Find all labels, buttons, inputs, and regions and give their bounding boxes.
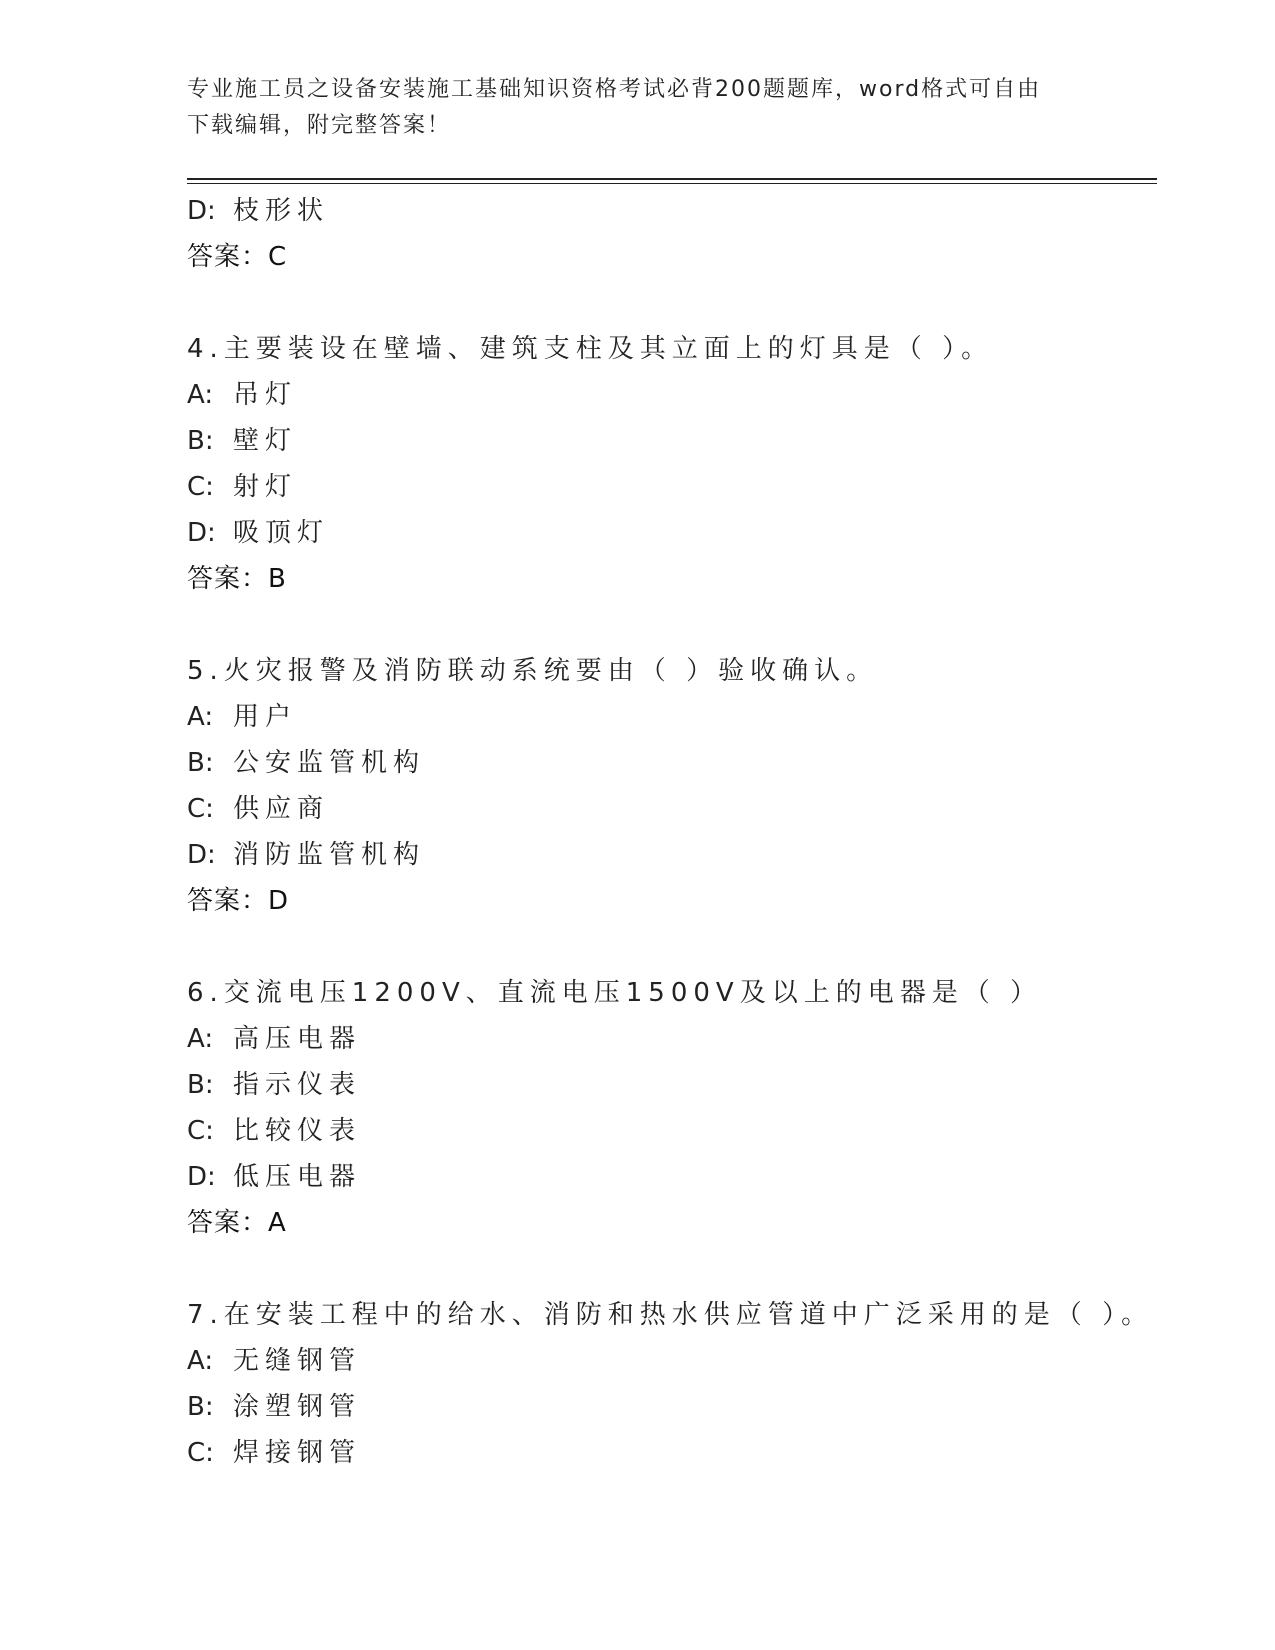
option-b [187,1062,1157,1108]
header-rule-thick [187,178,1157,180]
option-a [187,694,1157,740]
option-letter: A: [187,702,214,732]
document-header [187,72,1087,144]
option-letter: D: [187,840,216,870]
answer: 答案：A [187,1208,287,1238]
question-list [187,188,1157,1476]
option-b [187,1384,1157,1430]
option-letter: D: [187,1162,216,1192]
option-text: 供应商 [233,794,330,824]
spacer [187,1246,1157,1292]
option-c [187,1430,1157,1476]
option-text: 焊接钢管 [233,1438,362,1468]
header-line-2: 下载编辑，附完整答案！ [187,113,452,138]
header-line-1: 专业施工员之设备安装施工基础知识资格考试必背200题题库，word格式可自由 [187,77,1042,102]
option-text: 壁灯 [233,426,298,456]
answer: 答案：D [187,886,290,916]
option-text: 低压电器 [233,1162,362,1192]
prev-answer: 答案：C [187,242,288,272]
option-a [187,1338,1157,1384]
question-stem: 4.主要装设在壁墙、建筑支柱及其立面上的灯具是（ ）。 [187,334,994,364]
answer: 答案：B [187,564,287,594]
option-c [187,1108,1157,1154]
option-text: 吊灯 [233,380,298,410]
option-d [187,510,1157,556]
option-c [187,464,1157,510]
option-text: 公安监管机构 [233,748,426,778]
option-letter: C: [187,1116,214,1146]
spacer [187,924,1157,970]
option-letter: A: [187,380,214,410]
option-text: 吸顶灯 [233,518,330,548]
spacer [187,280,1157,326]
option-letter: C: [187,1438,214,1468]
option-text: 指示仪表 [233,1070,362,1100]
option-letter: A: [187,1024,214,1054]
option-b [187,740,1157,786]
option-letter: D: [187,196,216,226]
option-d [187,1154,1157,1200]
option-text: 涂塑钢管 [233,1392,362,1422]
option-text: 枝形状 [233,196,330,226]
option-letter: C: [187,794,214,824]
question-stem: 7.在安装工程中的给水、消防和热水供应管道中广泛采用的是（ ）。 [187,1300,1154,1330]
question-stem: 5.火灾报警及消防联动系统要由（ ）验收确认。 [187,656,879,686]
option-a [187,1016,1157,1062]
option-letter: B: [187,1392,214,1422]
option-letter: B: [187,1070,214,1100]
option-text: 射灯 [233,472,298,502]
option-text: 无缝钢管 [233,1346,362,1376]
option-text: 用户 [233,702,298,732]
option-text: 消防监管机构 [233,840,426,870]
option-letter: A: [187,1346,214,1376]
option-a [187,372,1157,418]
option-letter: C: [187,472,214,502]
option-d [187,832,1157,878]
question-stem: 6.交流电压1200V、直流电压1500V及以上的电器是（ ） [187,978,1042,1008]
header-rule-thin [187,183,1157,184]
option-text: 比较仪表 [233,1116,362,1146]
option-letter: B: [187,748,214,778]
option-b [187,418,1157,464]
option-c [187,786,1157,832]
spacer [187,602,1157,648]
option-letter: D: [187,518,216,548]
option-text: 高压电器 [233,1024,362,1054]
prev-option-d [187,188,1157,234]
option-letter: B: [187,426,214,456]
